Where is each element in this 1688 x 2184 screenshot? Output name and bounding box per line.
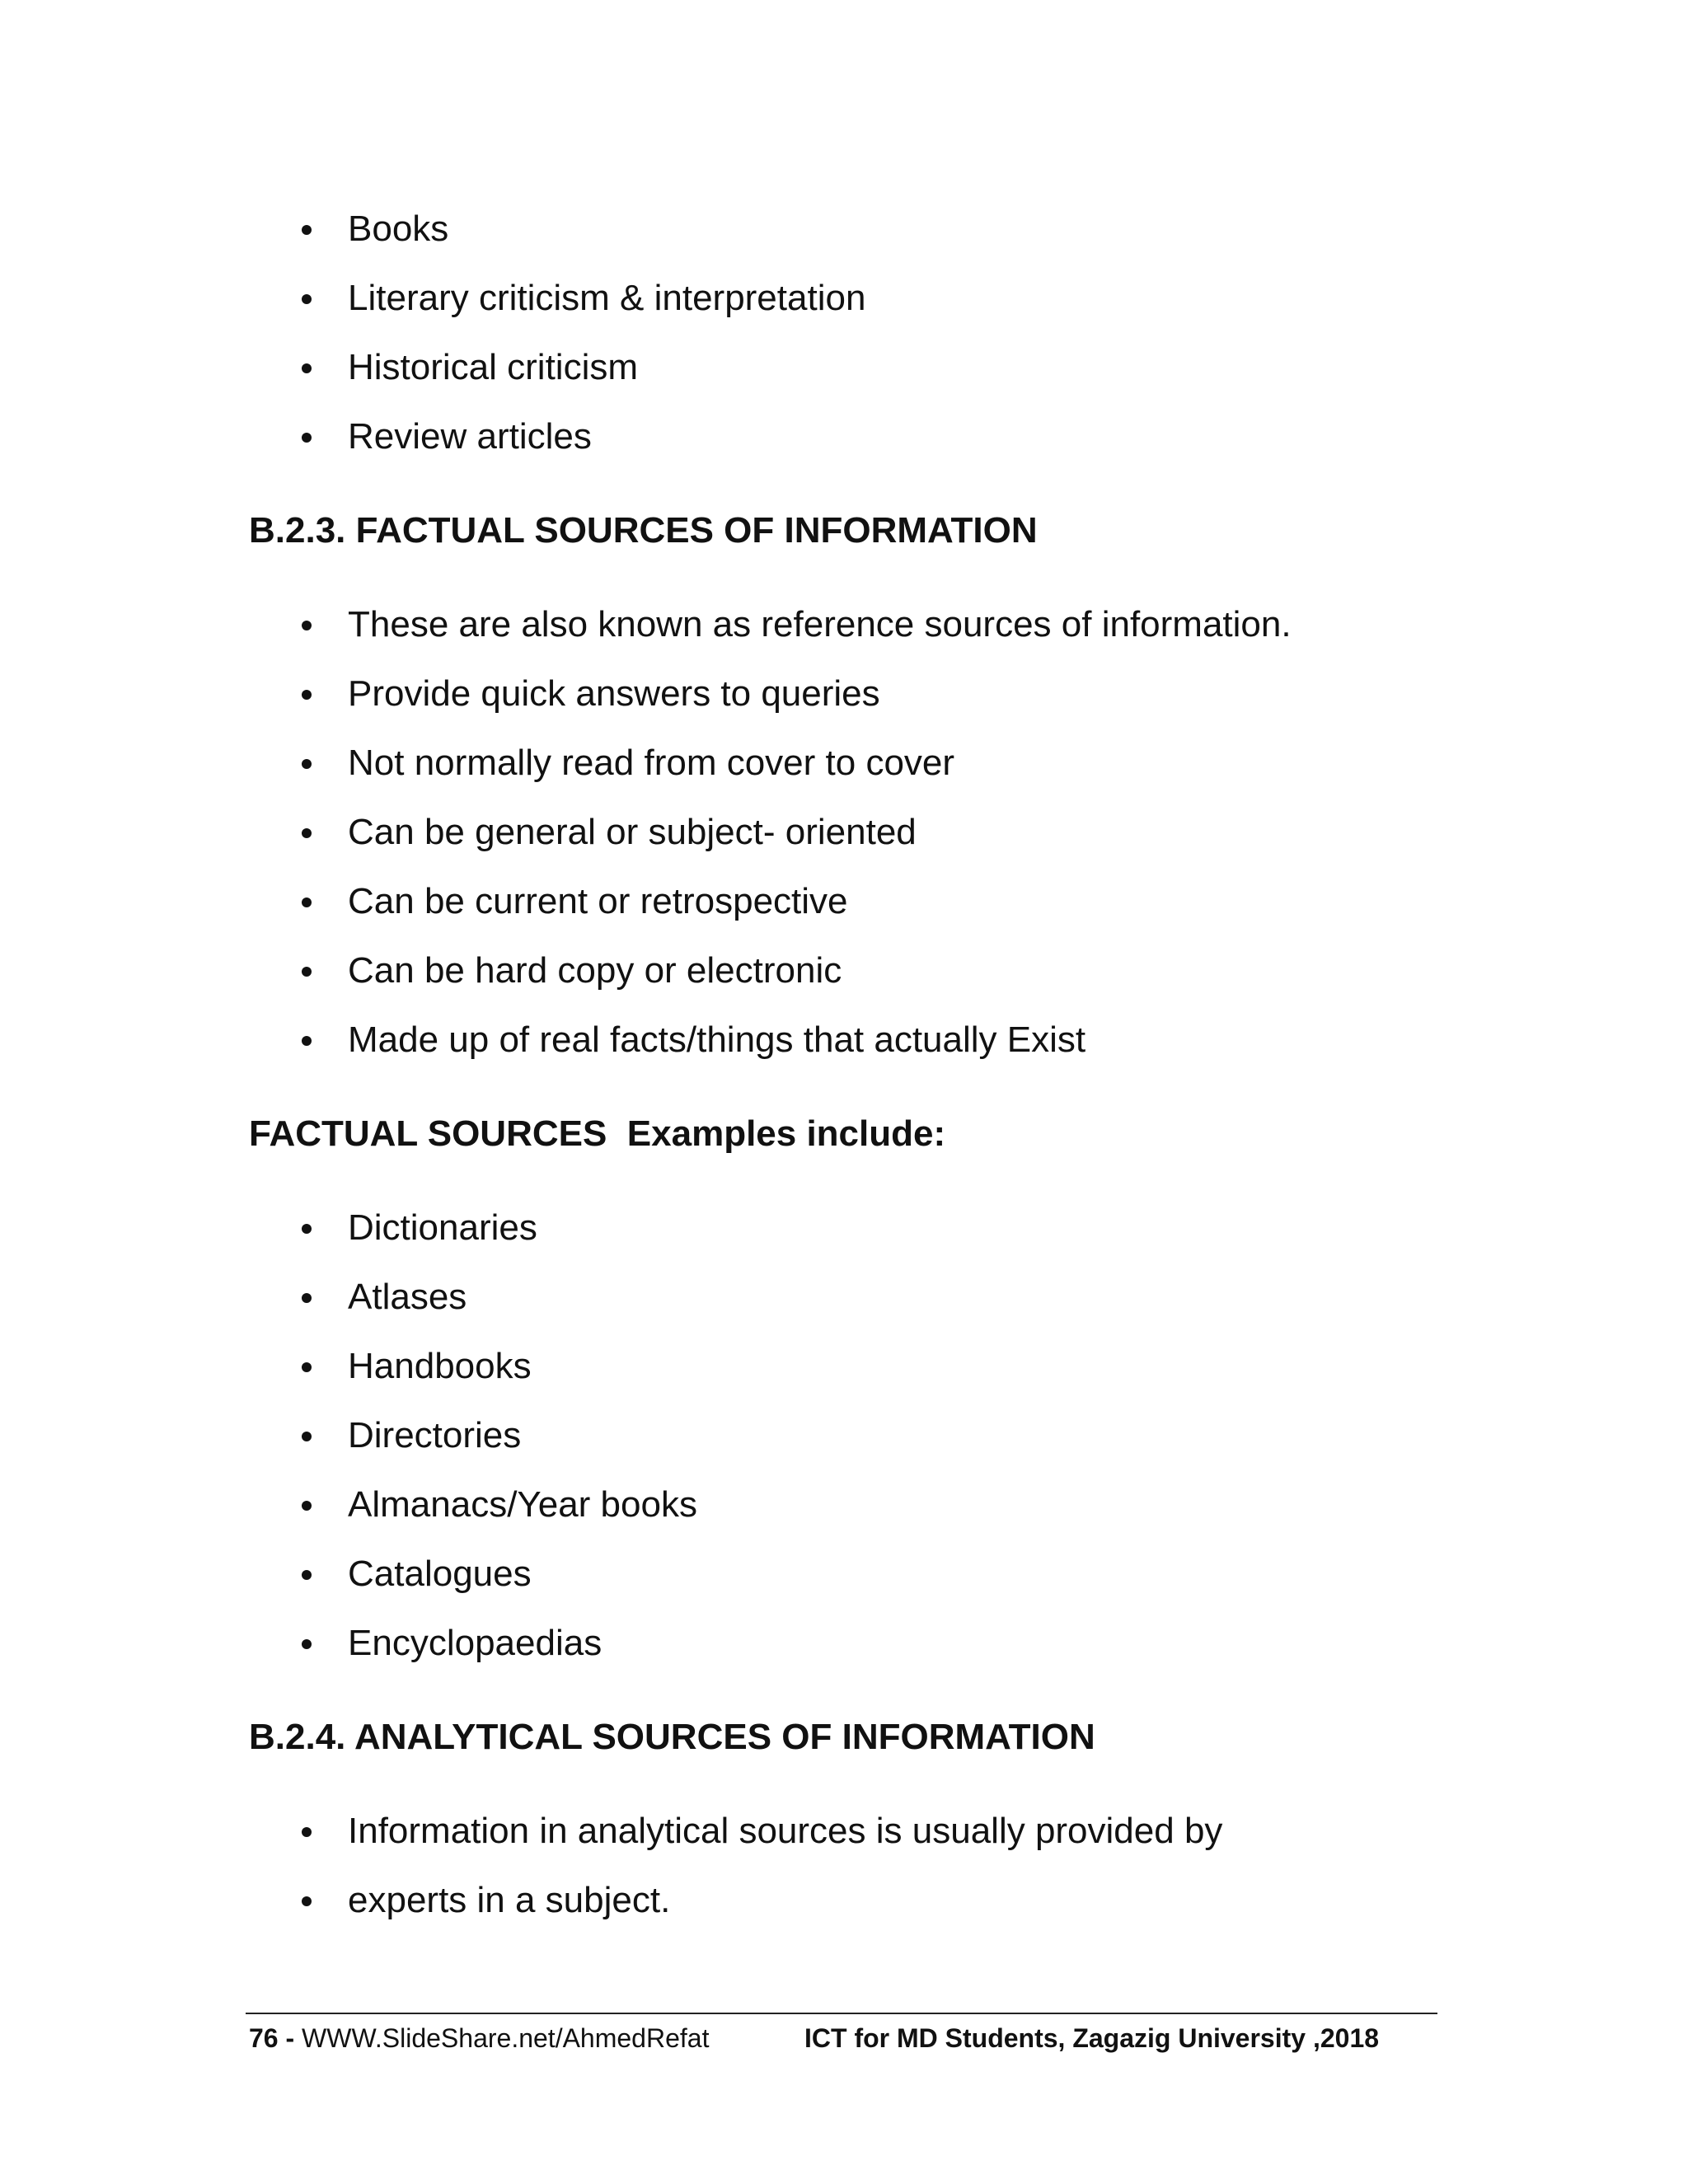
list-item: Made up of real facts/things that actually Exist bbox=[249, 1005, 1436, 1075]
list-item: Review articles bbox=[249, 402, 1436, 471]
list-item: Dictionaries bbox=[249, 1193, 1436, 1263]
list-item: These are also known as reference sources of information. bbox=[249, 590, 1436, 659]
list-item: Almanacs/Year books bbox=[249, 1470, 1436, 1540]
page-footer bbox=[249, 2018, 1436, 2059]
footer-course-title: ICT for MD Students, Zagazig University ,2018 bbox=[804, 2023, 1380, 2053]
list-item: Can be current or retrospective bbox=[249, 867, 1436, 936]
list-item: Directories bbox=[249, 1401, 1436, 1470]
page-content bbox=[249, 194, 1436, 1935]
list-item: Atlases bbox=[249, 1263, 1436, 1332]
bullet-list-factual-examples bbox=[249, 1193, 1436, 1678]
list-item: Catalogues bbox=[249, 1540, 1436, 1609]
list-item: Can be general or subject- oriented bbox=[249, 798, 1436, 867]
footer-site-link: WWW.SlideShare.net/AhmedRefat bbox=[302, 2023, 710, 2053]
list-item: Handbooks bbox=[249, 1332, 1436, 1401]
list-item: Literary criticism & interpretation bbox=[249, 264, 1436, 333]
page-number: 76 - bbox=[249, 2023, 295, 2053]
list-item: Historical criticism bbox=[249, 333, 1436, 402]
list-item: Can be hard copy or electronic bbox=[249, 936, 1436, 1005]
list-item: Encyclopaedias bbox=[249, 1609, 1436, 1678]
section-heading-factual-examples: FACTUAL SOURCES Examples include: bbox=[249, 1113, 946, 1154]
list-item: Provide quick answers to queries bbox=[249, 659, 1436, 729]
bullet-list-analytical-sources bbox=[249, 1797, 1436, 1935]
list-item: Books bbox=[249, 194, 1436, 264]
bullet-list-source-types bbox=[249, 194, 1436, 471]
bullet-list-factual-characteristics bbox=[249, 590, 1436, 1075]
list-item: Information in analytical sources is usually provided by bbox=[249, 1797, 1436, 1866]
footer-divider bbox=[246, 2013, 1437, 2014]
section-heading-factual-sources: B.2.3. FACTUAL SOURCES OF INFORMATION bbox=[249, 510, 1038, 551]
list-item: Not normally read from cover to cover bbox=[249, 729, 1436, 798]
list-item: experts in a subject. bbox=[249, 1866, 1436, 1935]
section-heading-analytical-sources: B.2.4. ANALYTICAL SOURCES OF INFORMATION bbox=[249, 1717, 1095, 1757]
